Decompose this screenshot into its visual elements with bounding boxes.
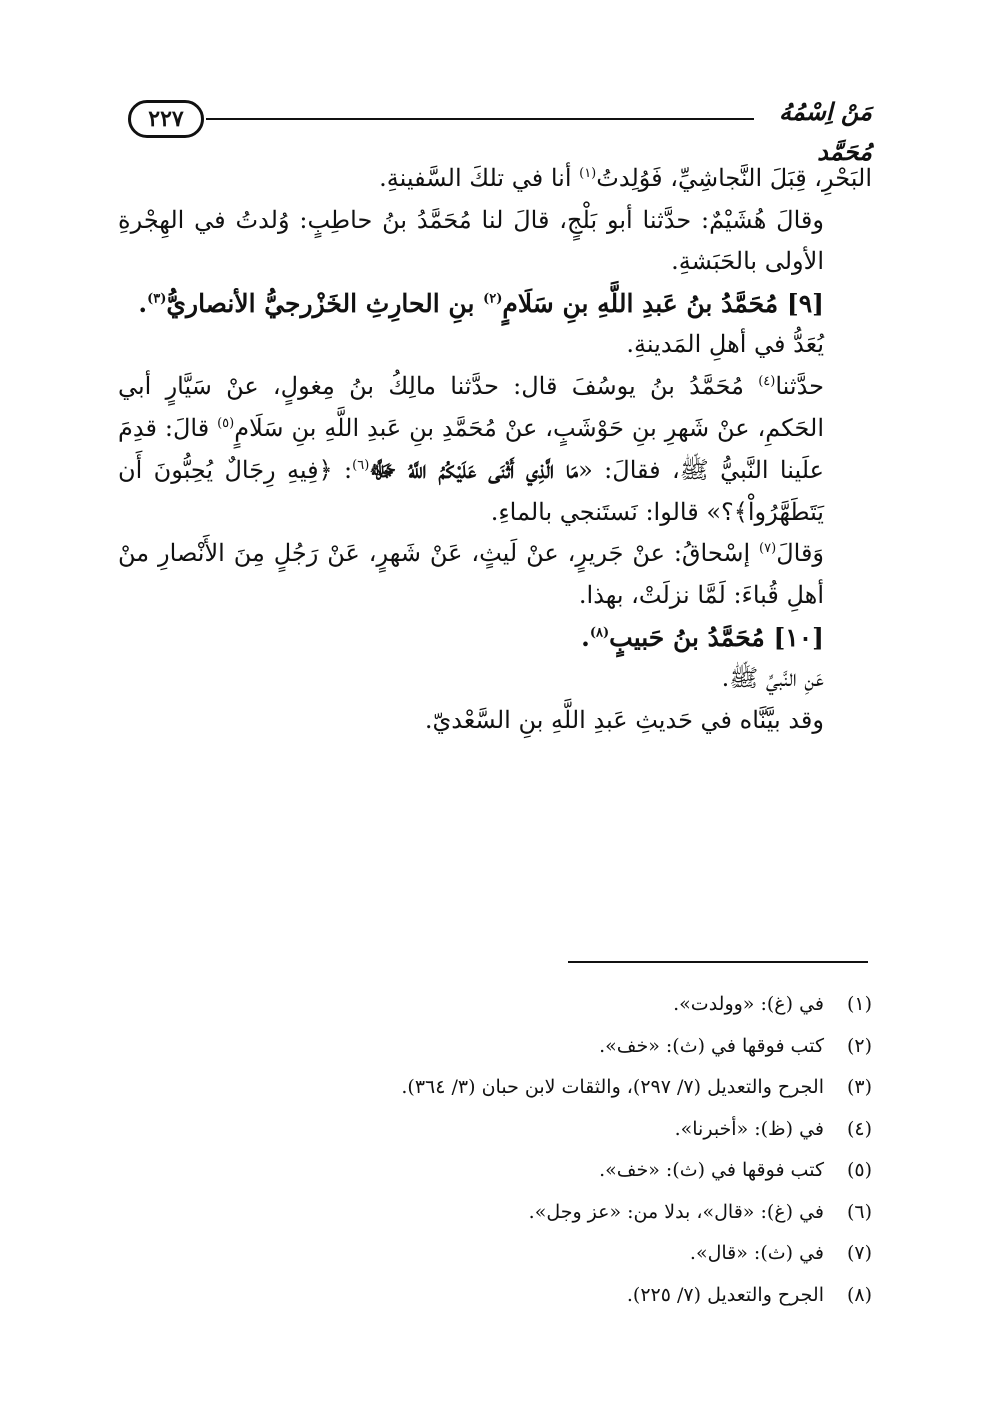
footnote-ref[interactable]: (٥) [217,415,235,431]
paragraph [118,324,872,366]
text-run: وَقالَ [776,539,824,568]
footnote-number: (٦) [846,1200,872,1223]
footnote-number: (٥) [846,1159,872,1181]
footnote-text: في (ظ): «أخبرنا». [674,1117,824,1140]
footnote-text: في (غ): «وولدت». [673,993,824,1015]
footnote-ref[interactable]: (٣) [147,291,167,307]
footnote-number: (٣) [846,1076,872,1098]
text-run: إسْحاقُ: عنْ جَريرٍ، عنْ لَيثٍ، عَنْ شَهرٍ، عَنْ رَجُلٍ مِنَ الأَنْصارِ منْ أهلِ قُباءَ: لَمَّا نزلَتْ، بهذا. [118,539,824,609]
footnote-text: الجرح والتعديل (٧/ ٢٢٥). [626,1283,824,1306]
entry-heading-10 [118,617,872,659]
footnote-ref[interactable]: (٧) [759,541,777,557]
footnote-number: (٧) [846,1242,872,1264]
footnotes [118,984,872,1316]
footnote-ref[interactable]: (٨) [589,625,610,641]
text-run: . [581,622,590,652]
footnote-separator [568,961,868,963]
text-run: يُعَدُّ في أهلِ المَدينةِ. [626,330,824,359]
text-run: : ﴿فِيهِ رِجَالٌ يُحِبُّونَ أَن يَتَطَهَّرُواْ﴾؟» قالوا: نَستَنجي بالماءِ. [118,456,824,526]
paragraph [118,700,872,742]
page-header [120,92,872,166]
footnote-ref[interactable]: (١) [579,166,597,181]
footnote [118,1109,872,1151]
footnote-number: (٨) [846,1283,872,1306]
footnote [118,1275,872,1317]
text-run: حدَّثنا [775,371,825,400]
footnote-text: في (ث): «قال». [689,1242,824,1264]
text-run: قالَ: قدِمَ علَينا النَّبيُّ ﷺ، فقالَ: « [118,413,824,485]
footnote-text: الجرح والتعديل (٧/ ٢٩٧)، والثقات لابن حبان (٣/ ٣٦٤). [401,1076,824,1098]
text-run: عَنِ النَّبيِّ ﷺ. [721,664,824,693]
footnote [118,1026,872,1068]
running-title: مَنْ اِسْمُهُ مُحَمَّد [779,97,872,166]
footnote-number: (٤) [846,1117,872,1140]
paragraph [118,533,872,616]
header-rule [206,118,754,120]
text-run: بنِ الحارِثِ الخَزْرجيُّ الأنصاريُّ [166,288,484,318]
text-run: مُحَمَّدُ بنُ يوسُفَ قال: حدَّثنا مالِكُ بنُ مِغولٍ، عنْ سَيَّارٍ أبي الحَكمِ، عنْ شَهرِ بنِ حَوْشَبٍ، عنْ مُحَمَّدِ بنِ عَبدِ اللَّهِ بنِ سَلَامٍ [118,371,824,442]
text-run: البَحْرِ، قِبَلَ النَّجاشِيِّ، فَوُلِدتُ [596,164,872,192]
footnote-text: كتب فوقها في (ث): «خف». [599,1159,824,1181]
footnote-number: (١) [846,993,872,1015]
text-run: أنا في تلكَ السَّفينةِ. [379,164,580,192]
text-run: وقالَ هُشَيْمٌ: حدَّثنا أبو بَلْجٍ، قالَ لنا مُحَمَّدُ بنُ حاطِبٍ: وُلدتُ في الهِجْرةِ الأولى بالحَبَشةِ. [118,205,824,276]
footnote [118,1067,872,1109]
text-run: وقد بيَّنَّاه في حَديثِ عَبدِ اللَّهِ بنِ السَّعْديّ. [424,705,824,734]
hadith-quote: مَا الَّذِي أَثْنَى عَلَيْكُمُ اللَّهُ ﷻ [369,455,579,485]
footnote [118,1233,872,1275]
text-run: [٩] مُحَمَّدُ بنُ عَبدِ اللَّهِ بنِ سَلَامٍ [502,288,824,318]
footnote-text: كتب فوقها في (ث): «خف». [599,1034,824,1057]
paragraph [118,158,872,200]
paragraph [118,366,872,533]
footnote-ref[interactable]: (٢) [483,291,503,307]
footnote-text: في (غ): «قال»، بدلا من: «عز وجل». [528,1200,824,1223]
footnote-ref[interactable]: (٤) [758,373,776,389]
footnote [118,1150,872,1192]
entry-heading-9 [118,283,872,325]
footnote [118,1192,872,1234]
main-text [118,158,872,741]
footnote-ref[interactable]: (٦) [352,458,370,474]
paragraph [118,200,872,283]
footnote [118,984,872,1026]
text-run: . [138,288,148,318]
footnote-number: (٢) [846,1034,872,1057]
paragraph [118,658,872,700]
page-number: ٢٢٧ [128,100,204,138]
text-run: [١٠] مُحَمَّدُ بنُ حَبيبٍ [609,622,824,652]
